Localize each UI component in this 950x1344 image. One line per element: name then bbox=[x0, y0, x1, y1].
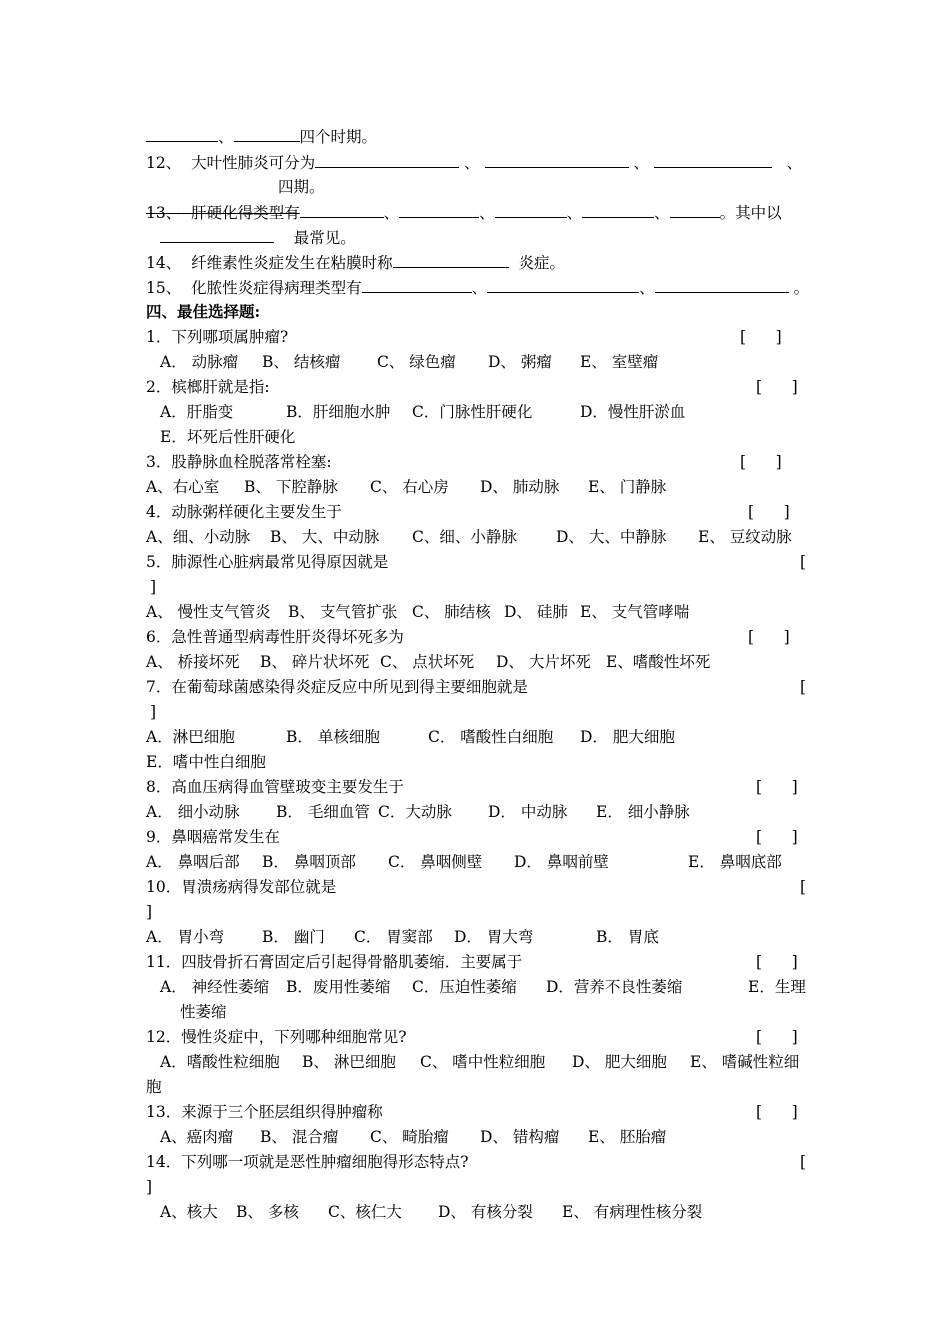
option-c: C、 肺结核 bbox=[412, 603, 491, 621]
question-stem: 4．动脉粥样硬化主要发生于 bbox=[146, 503, 342, 521]
fill-in-q15: 15、 化脓性炎症得病理类型有 、 、 。 bbox=[146, 279, 810, 297]
option-b: B． 鼻咽顶部 bbox=[262, 853, 356, 871]
option-e: E、嗜酸性坏死 bbox=[606, 653, 711, 671]
option-e: B． 胃底 bbox=[596, 928, 659, 946]
answer-bracket[interactable]: [ ] bbox=[756, 378, 798, 396]
option-a: A、右心室 bbox=[146, 478, 220, 496]
option-c: C、 嗜中性粒细胞 bbox=[420, 1053, 546, 1071]
option-c: C、细、小静脉 bbox=[412, 528, 517, 546]
answer-blank[interactable] bbox=[487, 277, 639, 293]
option-a: A．嗜酸性粒细胞 bbox=[160, 1053, 280, 1071]
option-c: C、 点状坏死 bbox=[380, 653, 475, 671]
answer-bracket-open[interactable]: [ bbox=[800, 678, 807, 696]
answer-bracket[interactable]: [ ] bbox=[748, 628, 790, 646]
option-e: E、 嗜碱性粒细 bbox=[690, 1053, 800, 1071]
option-b: B．废用性萎缩 bbox=[286, 978, 391, 996]
fill-in-q13-end: 最常见。 bbox=[160, 227, 356, 248]
answer-bracket[interactable]: [ ] bbox=[748, 503, 790, 521]
answer-blank[interactable] bbox=[160, 227, 274, 243]
option-b: B、 碎片状坏死 bbox=[260, 653, 370, 671]
option-e: E、 有病理性核分裂 bbox=[562, 1203, 703, 1221]
option-e: E、 胚胎瘤 bbox=[588, 1128, 667, 1146]
answer-blank[interactable] bbox=[485, 152, 629, 168]
option-c: C、 畸胎瘤 bbox=[370, 1128, 449, 1146]
question-stem: 5．肺源性心脏病最常见得原因就是 bbox=[146, 553, 389, 571]
answer-blank[interactable] bbox=[654, 152, 772, 168]
struck-text: 13、 肝硬化得类型有 bbox=[146, 204, 300, 222]
option-e: E、 豆纹动脉 bbox=[698, 528, 792, 546]
answer-blank[interactable] bbox=[146, 126, 218, 142]
option-a: A、细、小动脉 bbox=[146, 528, 251, 546]
option-c: C． 鼻咽侧壁 bbox=[388, 853, 483, 871]
answer-bracket[interactable]: [ ] bbox=[756, 828, 798, 846]
option-d: D、 肥大细胞 bbox=[572, 1053, 667, 1071]
option-b: B． 毛细血管 bbox=[276, 803, 370, 821]
option-b: B、 下腔静脉 bbox=[244, 478, 338, 496]
option-b: B、 大、中动脉 bbox=[270, 528, 380, 546]
fill-in-q14: 14、 纤维素性炎症发生在粘膜时称 炎症。 bbox=[146, 254, 565, 272]
answer-bracket[interactable]: [ ] bbox=[740, 328, 782, 346]
option-b: B． 单核细胞 bbox=[286, 728, 380, 746]
option-a: A、 桥接坏死 bbox=[146, 653, 240, 671]
answer-blank[interactable] bbox=[362, 277, 472, 293]
answer-bracket-close[interactable]: ] bbox=[146, 1178, 153, 1196]
option-e: E． 鼻咽底部 bbox=[688, 853, 782, 871]
option-a: A．肝脂变 bbox=[160, 403, 234, 421]
answer-bracket[interactable]: [ ] bbox=[756, 778, 798, 796]
question-stem: 9．鼻咽癌常发生在 bbox=[146, 828, 280, 846]
option-e: E、 室壁瘤 bbox=[580, 353, 659, 371]
option-e: E．嗜中性白细胞 bbox=[146, 753, 266, 771]
answer-blank[interactable] bbox=[582, 202, 654, 218]
answer-blank[interactable] bbox=[234, 126, 300, 142]
option-a: A、核大 bbox=[160, 1203, 218, 1221]
option-d: D． 胃大弯 bbox=[454, 928, 534, 946]
option-e-continued: 性萎缩 bbox=[180, 1003, 227, 1021]
question-stem: 6．急性普通型病毒性肝炎得坏死多为 bbox=[146, 628, 404, 646]
question-stem: 1．下列哪项属肿瘤? bbox=[146, 328, 289, 346]
question-stem: 11．四肢骨折石膏固定后引起得骨骼肌萎缩．主要属于 bbox=[146, 953, 523, 971]
option-b: B、 淋巴细胞 bbox=[302, 1053, 396, 1071]
answer-bracket[interactable]: [ ] bbox=[756, 953, 798, 971]
option-a: A、 慢性支气管炎 bbox=[146, 603, 271, 621]
answer-bracket[interactable]: [ ] bbox=[756, 1028, 798, 1046]
option-d: D． 鼻咽前壁 bbox=[514, 853, 609, 871]
question-stem: 2．槟榔肝就是指: bbox=[146, 378, 270, 396]
option-a: A．淋巴细胞 bbox=[146, 728, 235, 746]
fill-in-q13: 13、 肝硬化得类型有 、 、 、 、 。其中以 bbox=[146, 204, 782, 222]
option-e: E．坏死后性肝硬化 bbox=[160, 428, 296, 446]
answer-blank[interactable] bbox=[393, 252, 509, 268]
option-d: D、 粥瘤 bbox=[488, 353, 552, 371]
option-a: A、癌肉瘤 bbox=[160, 1128, 234, 1146]
option-e: E． 细小静脉 bbox=[596, 803, 690, 821]
option-a: A． 细小动脉 bbox=[146, 803, 240, 821]
option-c: C、 绿色瘤 bbox=[377, 353, 456, 371]
question-stem: 14．下列哪一项就是恶性肿瘤细胞得形态特点? bbox=[146, 1153, 469, 1171]
option-a: A． 胃小弯 bbox=[146, 928, 225, 946]
option-b: B． 幽门 bbox=[262, 928, 325, 946]
option-c: C．门脉性肝硬化 bbox=[412, 403, 533, 421]
answer-blank[interactable] bbox=[399, 202, 479, 218]
answer-bracket[interactable]: [ ] bbox=[740, 453, 782, 471]
answer-bracket-close[interactable]: ] bbox=[150, 703, 157, 721]
question-stem: 3．股静脉血栓脱落常栓塞: bbox=[146, 453, 332, 471]
answer-blank[interactable] bbox=[495, 202, 567, 218]
option-b: B、 多核 bbox=[236, 1203, 299, 1221]
option-d: D．慢性肝淤血 bbox=[580, 403, 686, 421]
answer-bracket-close[interactable]: ] bbox=[146, 903, 153, 921]
answer-bracket[interactable]: [ ] bbox=[756, 1103, 798, 1121]
option-b: B、 结核瘤 bbox=[262, 353, 341, 371]
answer-blank[interactable] bbox=[655, 277, 789, 293]
option-c: C、 右心房 bbox=[370, 478, 449, 496]
option-e-continued: 胞 bbox=[146, 1078, 162, 1096]
section-title: 四、最佳选择题: bbox=[146, 302, 261, 321]
option-c: C． 嗜酸性白细胞 bbox=[428, 728, 554, 746]
option-b: B．肝细胞水肿 bbox=[286, 403, 391, 421]
answer-blank[interactable] bbox=[315, 152, 459, 168]
option-e: E．生理 bbox=[748, 978, 806, 996]
option-d: D、 大、中静脉 bbox=[556, 528, 667, 546]
option-c: C、核仁大 bbox=[328, 1203, 402, 1221]
question-stem: 13．来源于三个胚层组织得肿瘤称 bbox=[146, 1103, 383, 1121]
answer-blank[interactable] bbox=[300, 202, 384, 218]
option-d: D、 硅肺 bbox=[504, 603, 568, 621]
answer-blank[interactable] bbox=[670, 202, 720, 218]
option-d: D、 有核分裂 bbox=[438, 1203, 533, 1221]
fill-in-q12-end: 四期。 bbox=[278, 178, 325, 196]
option-d: D． 肥大细胞 bbox=[580, 728, 675, 746]
option-c: C． 胃窦部 bbox=[354, 928, 433, 946]
option-a: A． 神经性萎缩 bbox=[160, 978, 270, 996]
option-d: D． 中动脉 bbox=[488, 803, 568, 821]
question-stem: 10．胃溃疡病得发部位就是 bbox=[146, 878, 337, 896]
fill-in-q12: 12、 大叶性肺炎可分为 、 、 、 bbox=[146, 154, 803, 172]
option-a: A． 动脉瘤 bbox=[160, 353, 239, 371]
question-stem: 8．高血压病得血管壁玻变主要发生于 bbox=[146, 778, 404, 796]
option-d: D、 肺动脉 bbox=[480, 478, 560, 496]
question-stem: 7．在葡萄球菌感染得炎症反应中所见到得主要细胞就是 bbox=[146, 678, 528, 696]
option-d: D．营养不良性萎缩 bbox=[546, 978, 683, 996]
option-c: C．压迫性萎缩 bbox=[412, 978, 517, 996]
option-b: B、 混合瘤 bbox=[260, 1128, 339, 1146]
answer-bracket-open[interactable]: [ bbox=[800, 1153, 807, 1171]
fill-in-q11-tail: 、 四个时期。 bbox=[146, 126, 377, 147]
answer-bracket-open[interactable]: [ bbox=[800, 553, 807, 571]
option-d: D、 错构瘤 bbox=[480, 1128, 560, 1146]
question-stem: 12．慢性炎症中，下列哪种细胞常见? bbox=[146, 1028, 407, 1046]
answer-bracket-close[interactable]: ] bbox=[150, 578, 157, 596]
option-c: C．大动脉 bbox=[378, 803, 452, 821]
option-d: D、 大片坏死 bbox=[496, 653, 591, 671]
answer-bracket-open[interactable]: [ bbox=[800, 878, 807, 896]
option-e: E、 门静脉 bbox=[588, 478, 667, 496]
option-b: B、 支气管扩张 bbox=[288, 603, 398, 621]
option-a: A． 鼻咽后部 bbox=[146, 853, 240, 871]
option-e: E、 支气管哮喘 bbox=[580, 603, 690, 621]
